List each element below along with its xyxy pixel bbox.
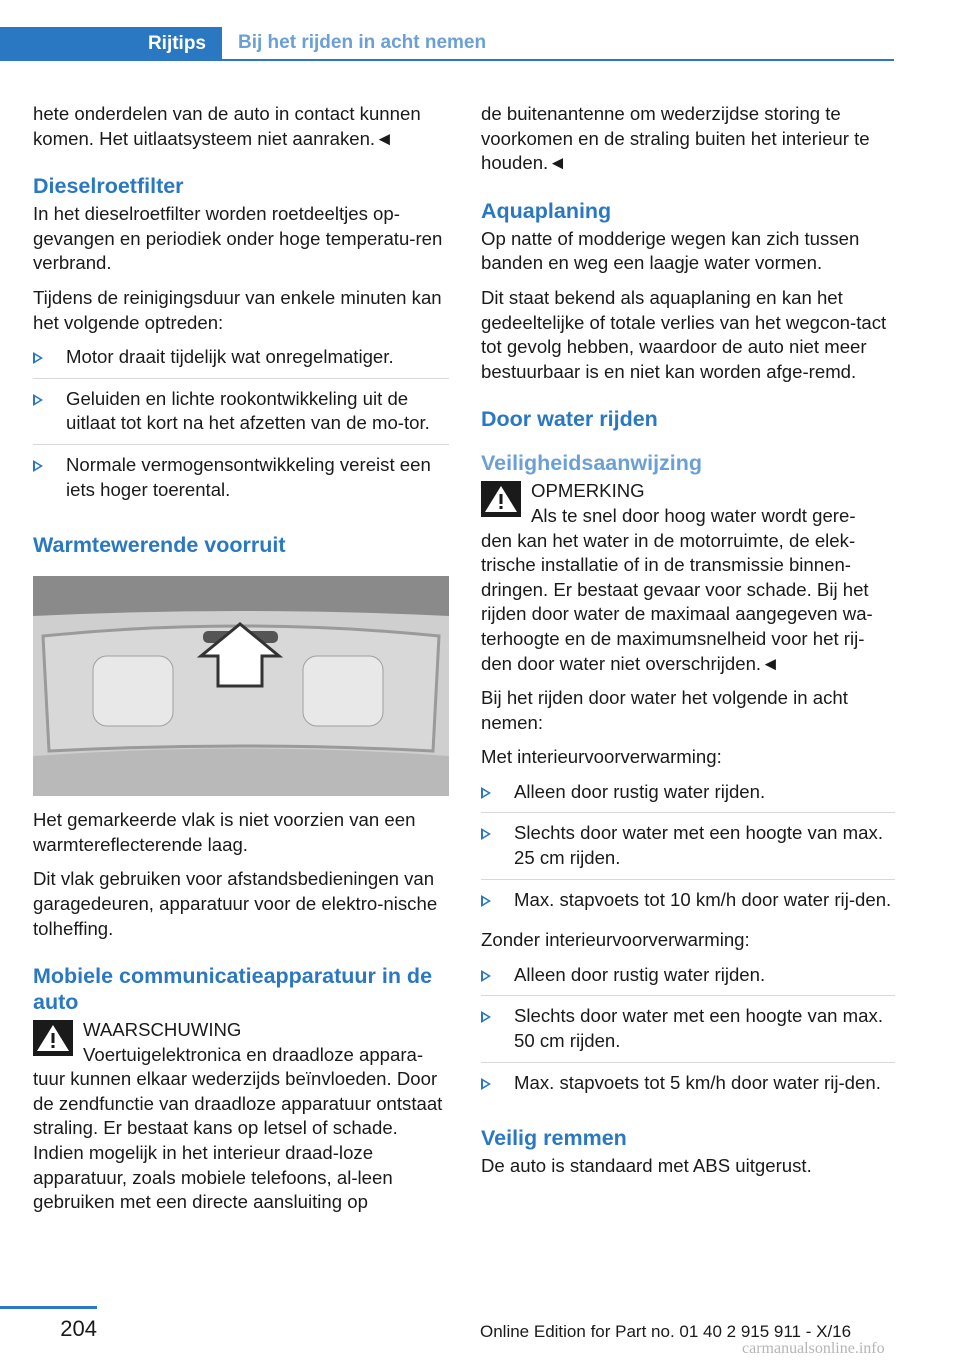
edition-note: Online Edition for Part no. 01 40 2 915 911 - X/16 [480, 1322, 852, 1341]
warning-text: Voertuigelektronica en draadloze appara- [83, 1043, 424, 1065]
list-item: Geluiden en lichte rookontwikkeling uit de uitlaat tot kort na het afzetten van de mo-tor. [33, 387, 449, 445]
heading-mobiele-communicatie: Mobiele communicatieapparatuur in de auto [33, 964, 433, 1015]
subheading-veiligheidsaanwijzing: Veiligheidsaanwijzing [481, 451, 703, 476]
right-column [481, 102, 895, 1189]
aqua-paragraph-1: Op natte of modderige wegen kan zich tussen banden en weg een laagje water vormen. [481, 227, 860, 274]
with-preheating-list [481, 780, 895, 920]
warning-triangle-icon [33, 1020, 73, 1056]
list-item: Motor draait tijdelijk wat onregelmatiger. [33, 345, 449, 379]
page-number: 204 [60, 1316, 97, 1341]
aqua-paragraph-2: Dit staat bekend als aquaplaning en kan het gedeeltelijke of totale verlies van het wegcon-tact tot gevolg hebben, waardoor de auto niet meer bestuurbaar is en niet kan worden afge-remd. [481, 286, 887, 382]
notice-text-continued: den kan het water in de motorruimte, de elek-trische installatie of in de transmissie binnen-dringen. Er bestaat gevaar voor schade. Bij het rijden door water de maximaal aangegeven wa-terhoogte en de maximumsnelheid voor het rij-den door water niet overschrijden.◄ [481, 529, 873, 674]
triangle-bullet-icon [33, 352, 43, 364]
heading-dieselroetfilter: Dieselroetfilter [33, 174, 184, 199]
intro-paragraph: hete onderdelen van de auto in contact kunnen komen. Het uitlaatsysteem niet aanraken.◄ [33, 103, 421, 149]
windshield-photo [33, 576, 449, 796]
chapter-tab[interactable]: Rijtips [0, 27, 222, 61]
triangle-bullet-icon [481, 895, 491, 907]
triangle-bullet-icon [481, 828, 491, 840]
heading-veilig-remmen: Veilig remmen [481, 1126, 627, 1151]
water-paragraph-1: Bij het rijden door water het volgende in acht nemen: [481, 687, 848, 733]
notice-block [481, 479, 895, 676]
list-item: Normale vermogensontwikkeling vereist een iets hoger toerental. [33, 453, 449, 510]
warning-title: WAARSCHUWING [83, 1019, 242, 1041]
diesel-list [33, 345, 449, 510]
list-item: Alleen door rustig water rijden. [481, 963, 895, 997]
footer-rule [0, 1306, 97, 1309]
triangle-bullet-icon [481, 970, 491, 982]
windshield-paragraph-1: Het gemarkeerde vlak is niet voorzien van een warmtereflecterende laag. [33, 809, 416, 855]
triangle-bullet-icon [481, 1011, 491, 1023]
diesel-paragraph-2: Tijdens de reinigingsduur van enkele minuten kan het volgende optreden: [33, 286, 442, 333]
section-title: Bij het rijden in acht nemen [222, 27, 894, 61]
warning-block [33, 1018, 449, 1215]
heading-warmtewerende-voorruit: Warmtewerende voorruit [33, 533, 286, 558]
watermark: carmanualsonline.info [742, 1340, 885, 1357]
with-preheating-label: Met interieurvoorverwarming: [481, 746, 722, 768]
brake-paragraph: De auto is standaard met ABS uitgerust. [481, 1155, 812, 1177]
triangle-bullet-icon [33, 460, 43, 472]
intro-paragraph: de buitenantenne om wederzijdse storing te voorkomen en de straling buiten het interieur te houden.◄ [481, 103, 870, 174]
without-preheating-label: Zonder interieurvoorverwarming: [481, 929, 750, 951]
triangle-bullet-icon [481, 1078, 491, 1090]
list-item: Slechts door water met een hoogte van max. 50 cm rijden. [481, 1004, 895, 1062]
notice-title: OPMERKING [531, 480, 645, 502]
without-preheating-list [481, 963, 895, 1103]
heading-door-water-rijden: Door water rijden [481, 407, 658, 432]
list-item: Max. stapvoets tot 5 km/h door water rij-den. [481, 1071, 895, 1104]
warning-triangle-icon [481, 481, 521, 517]
notice-text: Als te snel door hoog water wordt gere- [531, 504, 856, 526]
left-column [33, 102, 449, 1215]
heading-aquaplaning: Aquaplaning [481, 198, 612, 223]
diesel-paragraph-1: In het dieselroetfilter worden roetdeeltjes op-gevangen en periodiek onder hoge temperatu-ren verbrand. [33, 203, 443, 274]
triangle-bullet-icon [481, 787, 491, 799]
list-item: Slechts door water met een hoogte van max. 25 cm rijden. [481, 821, 895, 879]
triangle-bullet-icon [33, 394, 43, 406]
warning-text-continued: tuur kunnen elkaar wederzijds beïnvloeden. Door de zendfunctie van draadloze apparatuur ontstaat straling. Er bestaat kans op letsel of schade. Indien mogelijk in het interieur draad-loze apparatuur, zoals mobiele telefoons, al-leen gebruiken met een directe aansluiting op [33, 1068, 443, 1213]
list-item: Max. stapvoets tot 10 km/h door water rij-den. [481, 888, 895, 921]
list-item: Alleen door rustig water rijden. [481, 780, 895, 814]
windshield-paragraph-2: Dit vlak gebruiken voor afstandsbedieningen van garagedeuren, apparatuur voor de elektro-nische tolheffing. [33, 868, 438, 939]
